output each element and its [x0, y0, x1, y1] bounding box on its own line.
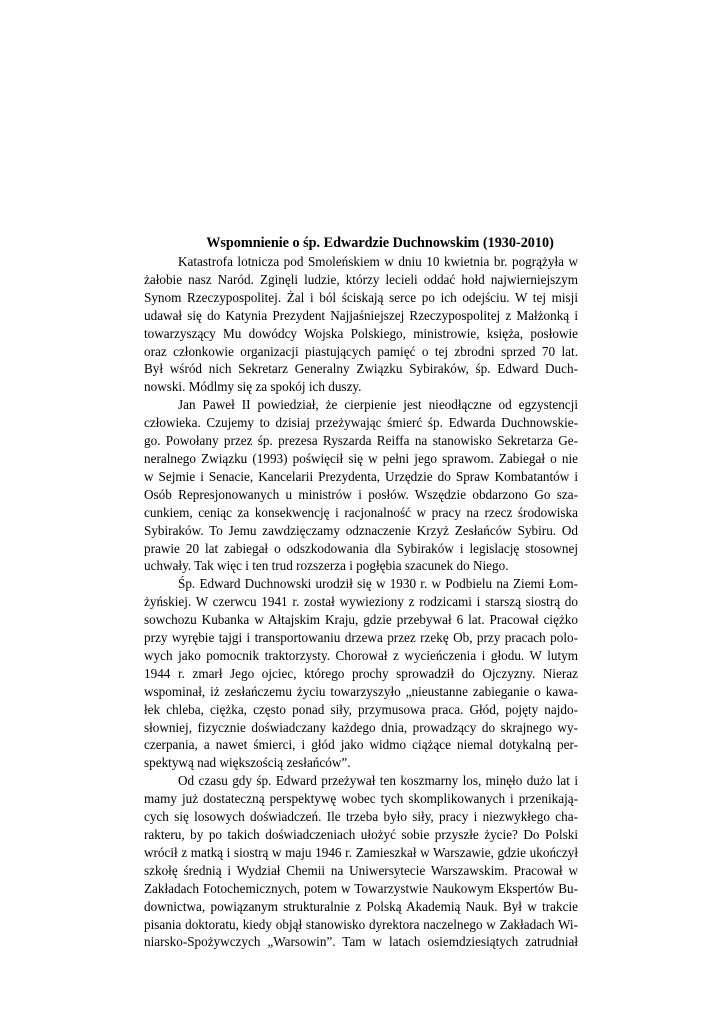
text-line: Synom Rzeczypospolitej. Żal i ból ściskają serce po ich odejściu. W tej misji — [144, 289, 578, 305]
document-title: Wspomnienie o śp. Edwardzie Duchnowskim (1930-2010) — [206, 235, 554, 251]
text-line: rakteru, by po takich doświadczeniach ułożyć sobie przyszłe życie? Do Polski — [144, 827, 578, 842]
text-line: wrócił z matką i siostrą w maju 1946 r. Zamieszkał w Warszawie, gdzie ukończył — [144, 844, 578, 860]
text-line: nowski. Módlmy się za spokój ich duszy. — [144, 379, 362, 395]
text-line: Zakładach Fotochemicznych, potem w Towarzystwie Naukowym Ekspertów Bu- — [144, 880, 578, 896]
text-line: mamy już dostateczną perspektywę wobec tych skomplikowanych i przenikają- — [144, 791, 578, 807]
text-line: Sybiraków. To Jemu zawdzięczamy odznaczenie Krzyż Zesłańców Sybiru. Od — [144, 522, 578, 538]
text-line: Jan Paweł II powiedział, że cierpienie jest nieodłączne od egzystencji — [178, 397, 578, 413]
text-line: cych się losowych doświadczeń. Ile trzeba było siły, pracy i niezwykłego cha- — [144, 809, 578, 825]
text-line: żałobie nasz Naród. Zginęli ludzie, którzy lecieli oddać hołd najwierniejszym — [144, 271, 578, 287]
text-line: człowieka. Czujemy to dzisiaj przeżywając śmierć śp. Edwarda Duchnowskie- — [144, 415, 578, 431]
text-line: przy wyrębie tajgi i transportowaniu drzewa przez rzekę Ob, przy pracach polo- — [144, 630, 578, 646]
text-line: oraz członkowie organizacji piastujących pamięć o tej zbrodni sprzed 70 lat. — [144, 343, 578, 359]
text-line: 1944 r. zmarł Jego ojciec, którego prochy sprowadził do Ojczyzny. Nieraz — [144, 665, 578, 681]
text-line: Osób Represjonowanych u ministrów i posłów. Wszędzie obdarzono Go sza- — [144, 486, 578, 502]
text-line: Był wśród nich Sekretarz Generalny Związku Sybiraków, śp. Edward Duch- — [144, 361, 578, 377]
text-line: słowniej, fizycznie doświadczany każdego dnia, prowadzący do skrajnego wy- — [144, 719, 578, 735]
text-line: go. Powołany przez śp. prezesa Ryszarda Reiffa na stanowisko Sekretarza Ge- — [144, 433, 578, 449]
text-line: prawie 20 lat zabiegał o odszkodowania dla Sybiraków i legislację stosownej — [144, 540, 578, 556]
text-line: Katastrofa lotnicza pod Smoleńskiem w dniu 10 kwietnia br. pogrążyła w — [178, 254, 578, 269]
text-line: uchwały. Tak więc i ten trud rozszerza i pogłębia szacunek do Niego. — [144, 558, 509, 574]
text-line: towarzyszący Mu dowódcy Wojska Polskiego, ministrowie, księża, posłowie — [144, 325, 578, 341]
text-line: downictwa, powiązanym strukturalnie z Polską Akademią Nauk. Był w trakcie — [144, 898, 578, 914]
text-line: szkołę średnią i Wydział Chemii na Uniwersytecie Warszawskim. Pracował w — [144, 862, 578, 878]
text-line: żyńskiej. W czerwcu 1941 r. został wywieziony z rodzicami i starszą siostrą do — [144, 594, 578, 610]
text-line: Śp. Edward Duchnowski urodził się w 1930 r. w Podbielu na Ziemi Łom- — [178, 576, 578, 592]
text-line: w Sejmie i Senacie, Kancelarii Prezydenta, Urzędzie do Spraw Kombatantów i — [144, 468, 578, 484]
text-line: czerpania, a nawet śmierci, i głód jako widmo ciążące niemal dotykalną per- — [144, 737, 578, 753]
text-line: neralnego Związku (1993) poświęcił się w pełni jego sprawom. Zabiegał o nie — [144, 450, 578, 466]
text-line: spektywą nad większością zesłańców”. — [144, 755, 351, 771]
text-line: niarsko-Spożywczych „Warsowin”. Tam w latach osiemdziesiątych zatrudniał — [144, 934, 578, 950]
text-line: wspominał, iż zesłańczemu życiu towarzyszyło „nieustanne zabieganie o kawa- — [144, 683, 578, 699]
text-line: wych jako pomocnik traktorzysty. Chorował z wycieńczenia i głodu. W lutym — [144, 647, 578, 663]
text-line: sowchozu Kubanka w Ałtajskim Kraju, gdzie przebywał 6 lat. Pracował ciężko — [144, 612, 578, 628]
document-body — [144, 253, 578, 951]
text-line: cunkiem, ceniąc za konsekwencję i racjonalność w pracy na rzecz środowiska — [144, 504, 578, 520]
text-line: łek chleba, ciężka, często ponad siły, przymusowa praca. Głód, pojęty najdo- — [144, 701, 578, 717]
text-line: pisania doktoratu, kiedy objął stanowisko dyrektora naczelnego w Zakładach Wi- — [144, 916, 578, 932]
text-line: Od czasu gdy śp. Edward przeżywał ten koszmarny los, minęło dużo lat i — [178, 773, 578, 789]
text-line: udawał się do Katynia Prezydent Najjaśniejszej Rzeczypospolitej z Małżonką i — [144, 307, 578, 323]
